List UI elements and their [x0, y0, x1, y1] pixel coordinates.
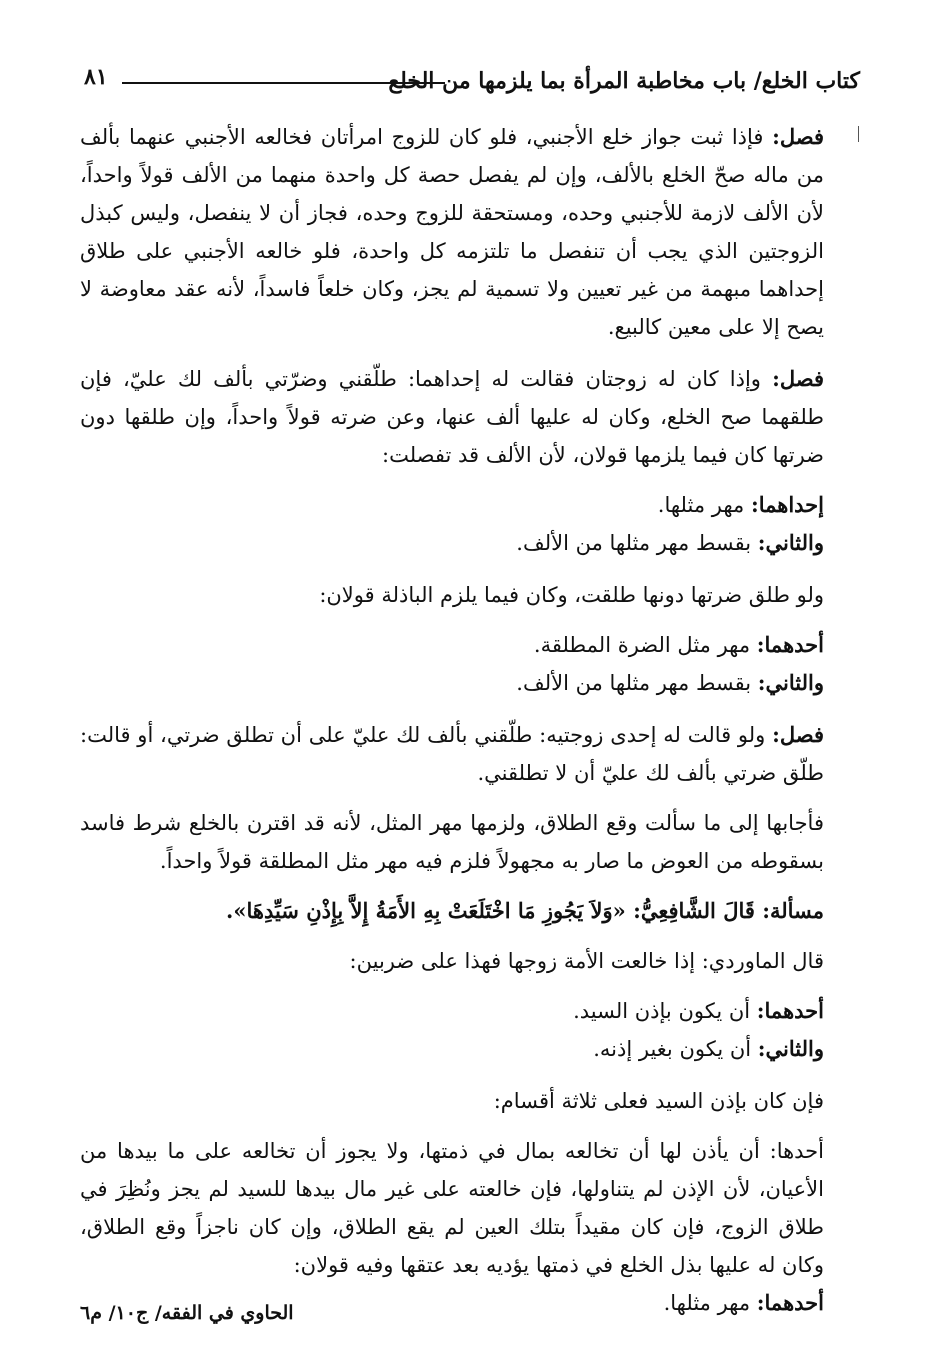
- list-text: مهر مثلها.: [657, 493, 751, 517]
- list-item: [80, 992, 860, 1030]
- masala-quote: «وَلاَ يَجُوزِ مَا اخْتَلَعَتْ بِهِ الأَمَةُ إِلاَّ بِإِذْنِ سَيِّدِهَا».: [226, 898, 634, 923]
- paragraph-2: [80, 360, 860, 474]
- list-label: والثاني:: [757, 1036, 824, 1061]
- list-text: مهر مثلها.: [663, 1291, 757, 1315]
- list-label: أحدهما:: [756, 632, 824, 657]
- paragraph-3: ولو طلق ضرتها دونها طلقت، وكان فيما يلزم الباذلة قولان:: [319, 583, 824, 607]
- book-signature: الحاوي في الفقه/ ج١٠/ م٦: [80, 1302, 294, 1324]
- page-header: [80, 62, 860, 102]
- paragraph-7: فإن كان بإذن السيد فعلى ثلاثة أقسام:: [493, 1089, 824, 1113]
- list-text: بقسط مهر مثلها من الألف.: [516, 531, 758, 555]
- section-label: فصل:: [772, 124, 824, 149]
- paragraph-6: قال الماوردي: إذا خالعت الأمة زوجها فهذا على ضربين:: [349, 949, 824, 973]
- list-item: [80, 524, 860, 562]
- list-text: بقسط مهر مثلها من الألف.: [516, 671, 758, 695]
- list-text: أن يكون بغير إذنه.: [593, 1037, 758, 1061]
- list-item: [80, 1030, 860, 1068]
- list-label: أحدهما:: [756, 1290, 824, 1315]
- paragraph-4: [80, 716, 860, 792]
- paragraph-8: أحدها: أن يأذن لها أن تخالعه بمال في ذمتها، ولا يجوز أن تخالعه على ما بيدها من الأعيان، لأن الإذن لم يتناولها، فإن خالعته على غير مال بيدها للسيد لم يجز ونُظِرَ في طلاق الزوج، فإن كان مقيداً بتلك العين لم يقع الطلاق، وإن كان ناجزاً وقع الطلاق، وكان له عليها بذل الخلع في ذمتها يؤديه بعد عتقها وفيه قولان:: [80, 1139, 824, 1277]
- list-item: [80, 626, 860, 664]
- running-title: كتاب الخلع/ باب مخاطبة المرأة بما يلزمها من الخلع: [388, 68, 860, 94]
- list-text: مهر مثل الضرة المطلقة.: [533, 633, 757, 657]
- header-rule: [122, 82, 445, 84]
- masala-label: مسألة: قَالَ الشَّافِعِيُّ:: [633, 898, 824, 923]
- list-label: والثاني:: [757, 530, 824, 555]
- list-label: أحدهما:: [756, 998, 824, 1023]
- body-text: [80, 118, 860, 1298]
- page-number: ٨١: [84, 64, 108, 90]
- paragraph-text: وإذا كان له زوجتان فقالت له إحداهما: طلّقني وضرّتي بألف لك عليّ، فإن طلقهما صح الخلع، وكان له عليها ألف عنها، وعن ضرته قولاً واحداً، وإن طلقها دون ضرتها كان فيما يلزمها قولان، لأن الألف قد تفصلت:: [80, 367, 824, 467]
- paragraph-5: فأجابها إلى ما سألت وقع الطلاق، ولزمها مهر المثل، لأنه قد اقترن بالخلع شرط فاسد بسقوطه من العوض ما صار به مجهولاً فلزم فيه مهر مثل المطلقة قولاً واحداً.: [80, 811, 824, 873]
- section-label: فصل:: [772, 366, 824, 391]
- paragraph-text: فإذا ثبت جواز خلع الأجنبي، فلو كان للزوج امرأتان فخالعه الأجنبي عنهما بألف من ماله صحّ الخلع بالألف، وإن لم يفصل حصة كل واحدة منهما من الألف قولاً واحداً، لأن الألف لازمة للأجنبي وحده، ومستحقة للزوج وحده، فجاز أن لا ينفصل، وليس كبذل الزوجتين الذي يجب أن تنفصل ما تلتزمه كل واحدة، فلو خالعه الأجنبي على طلاق إحداهما مبهمة من غير تعيين ولا تسمية لم يجز، وكان خلعاً فاسداً، لأنه عقد معاوضة لا يصح إلا على معين كالبيع.: [80, 125, 824, 339]
- section-label: فصل:: [772, 722, 824, 747]
- list-label: إحداهما:: [750, 492, 824, 517]
- footer-line: [664, 1290, 824, 1315]
- list-text: أن يكون بإذن السيد.: [573, 999, 757, 1023]
- list-label: والثاني:: [757, 670, 824, 695]
- list-item: [80, 664, 860, 702]
- page-footer: [80, 1290, 860, 1330]
- list-item: [80, 486, 860, 524]
- masala-heading: [80, 892, 860, 930]
- paragraph-text: ولو قالت له إحدى زوجتيه: طلّقني بألف لك عليّ على أن تطلق ضرتي، أو قالت: طلّق ضرتي بألف لك عليّ أن لا تطلقني.: [80, 723, 824, 785]
- paragraph-1: [80, 118, 860, 346]
